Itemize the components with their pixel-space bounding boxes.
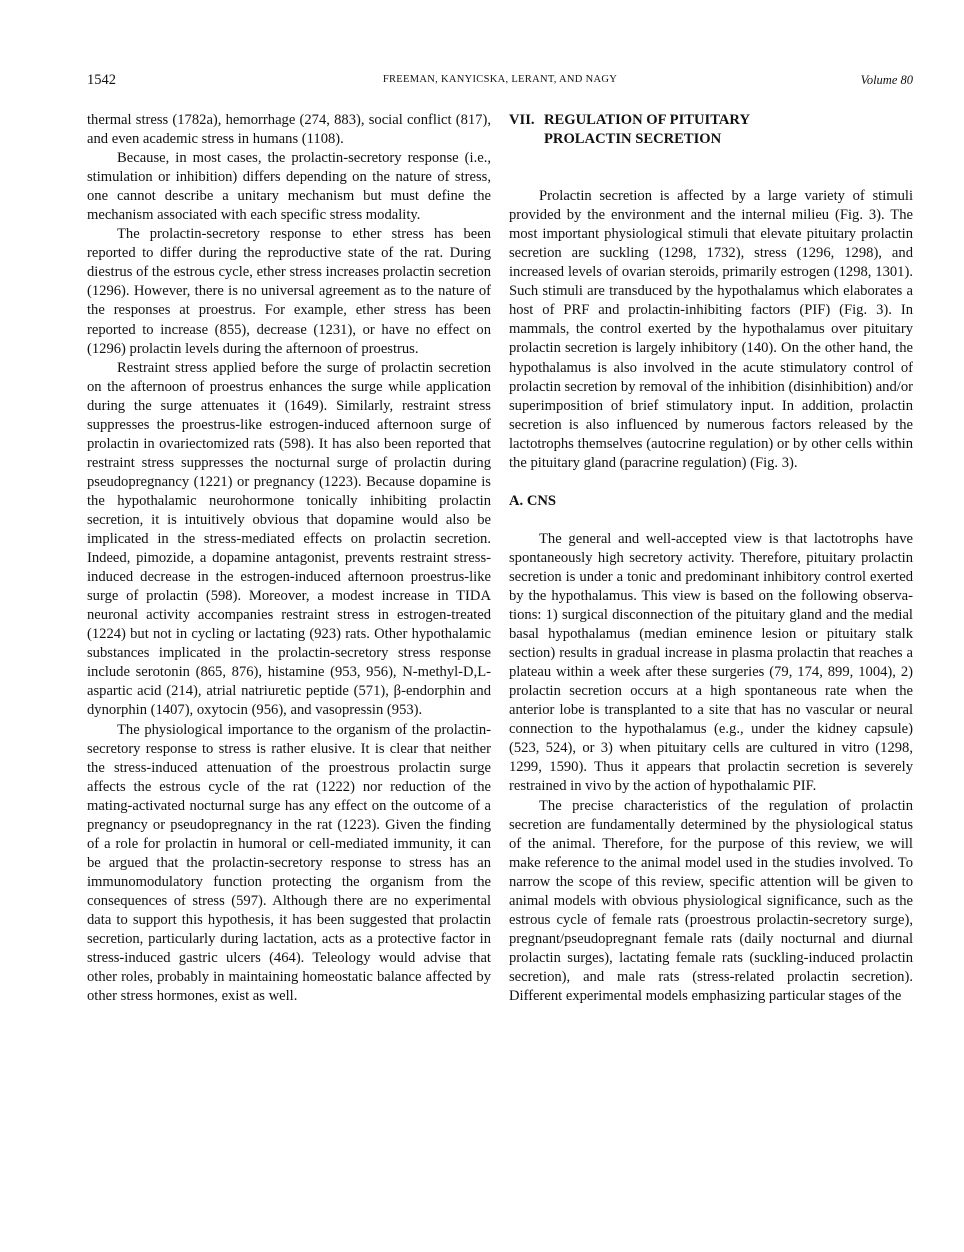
running-head-authors: FREEMAN, KANYICSKA, LERANT, AND NAGY [382, 74, 618, 85]
running-head [87, 72, 913, 92]
spacer [509, 473, 913, 492]
paragraph: The prolactin-secretory response to ether stress has been reported to differ during the reproductive state of the rat. During diestrus of the estrous cycle, ether stress increases prolactin secretion (1296). However, there is no universal agreement as to the nature of the responses at proestrus. For example, ether stress has been reported to increase (855), decrease (1231), or have no effect on (1296) prolactin levels during the afternoon of proestrus. [87, 226, 491, 357]
section-number: VII. [509, 112, 535, 128]
paragraph: thermal stress (1782a), hemorrhage (274, 883), social conflict (817), and even academic stress in humans (1108). [87, 112, 491, 148]
subsection-heading: A. CNS [509, 492, 557, 509]
right-column [509, 111, 913, 1006]
paragraph: The precise characteristics of the regulation of prolactin secretion are fundamentally determined by the physiological status of the animal. Therefore, for the purpose of this review, we will make reference to the animal model used in the studies involved. To narrow the scope of this review, specific attention will be given to animal models with obvious physiological significance, such as the estrous cycle of female rats (proestrous prolactin-secretory surge), pregnant/pseudopregnant female rats (daily nocturnal and diurnal prolactin surges), lactating female rats (suckling-induced prolactin secretion), and male rats (stress-related prolactin secretion). Different experimental models emphasizing particular stages of the [509, 797, 913, 1004]
paragraph: Restraint stress applied before the surge of prolactin secretion on the afternoon of proestrus enhances the surge while application during the surge attenuates it (1649). Similarly, restraint stress suppresses the proestrus-like estrogen-induced afternoon surge of prolactin in ovariectomized rats (598). It has also been reported that restraint stress suppresses the nocturnal surge of prolactin during pseudopregnancy (1221) or pregnancy (1223). Because dopamine is the hypothalamic neurohormone tonically inhibiting prolactin secretion, it is intuitively obvious that dopamine would also be implicated in the stress-mediated effects on prolactin secretion. Indeed, pimozide, a dopamine antagonist, prevents restraint stress-induced decrease in the estrogen-induced afternoon proestrus-like surge of prolactin (598). Moreover, a modest increase in TIDA neuronal activity accompanies restraint stress in estrogen-treated (1224) but not in cycling or lactating (923) rats. Other hypothalamic substances implicated in the prolactin-secretory stress response include serotonin (865, 876), histamine (953, 956), N-methyl-D,L-aspartic acid (214), atrial natriuretic peptide (571), β-endorphin and dynorphin (1407), oxytocin (956), and vasopressin (953). [87, 359, 491, 719]
spacer [509, 511, 913, 530]
page-number: 1542 [87, 72, 116, 88]
left-column [87, 111, 491, 1006]
paragraph: The general and well-accepted view is that lactotrophs have spontaneously high secretory activity. Therefore, pituitary prolactin secretion is under a tonic and predominant inhibitory control exerted by the hypothalamus. This view is based on the following observations: 1) surgical disconnection of the pituitary gland and the medial basal hypothalamus (median eminence lesion or pituitary stalk section) results in gradual increase in plasma prolactin that reaches a plateau within a week after these surgeries (79, 174, 899, 1004), 2) prolactin secretion occurs at a high spontaneous rate when the anterior lobe is transplanted to a site that has no vascular or neural connection to the hypothalamus (e.g., under the kidney capsule) (523, 524), or 3) when pituitary cells are cultured in vitro (1298, 1299, 1590). Thus it appears that prolactin secretion is severely restrained in vivo by the action of hypothalamic PIF. [509, 530, 913, 795]
section-heading [509, 111, 913, 149]
paragraph: Prolactin secretion is affected by a large variety of stimuli provided by the environment and the internal milieu (Fig. 3). The most important physiological stimuli that elevate pituitary prolactin secretion are suckling (1298, 1732), stress (1296, 1298), and increased levels of ovarian steroids, primarily estrogen (1298, 1301). Such stimuli are transduced by the hypothalamus which elaborates a host of PRF and prolactin-inhibiting factors (PIF) (Fig. 3). In mammals, the control exerted by the hypothalamus over pituitary prolactin secretion is largely inhibitory (140). On the other hand, the hypothalamus is also involved in the acute stimulatory control of prolactin secretion by removal of the inhibition (disinhibition) and/or superimposition of brief stimulatory input. In addition, prolactin secretion is also influenced by numerous factors released by the lactotrophs themselves (autocrine regulation) or by other cells within the pituitary gland (paracrine regulation) (Fig. 3). [509, 188, 913, 471]
running-head-volume: Volume 80 [860, 73, 913, 87]
spacer [509, 149, 913, 187]
section-title-line1: REGULATION OF PITUITARY [544, 112, 750, 128]
paragraph: The physiological importance to the organism of the prolactin-secretory response to stress is rather elusive. It is clear that neither the stress-induced attenuation of the proestrous prolactin surge affects the estrous cycle of the rat (1222) nor reduction of the mating-activated nocturnal surge has any effect on the outcome of a pregnancy or pseudopregnancy in the rat (1223). Given the finding of a role for prolactin in humoral or cell-mediated immunity, it can be argued that the prolactin-secretory response to stress has an immunomodulatory function protecting the organism from the consequences of stress (597). Although there are no experimental data to support this hypothesis, it has been suggested that prolactin secretion, particularly during lactation, acts as a protective factor in stress-induced gastric ulcers (464). Teleology would advise that other roles, probably in maintaining homeostatic balance affected by other stress hormones, exist as well. [87, 721, 491, 1005]
section-title-line2: PROLACTIN SECRETION [544, 131, 722, 148]
paragraph: Because, in most cases, the prolactin-secretory response (i.e., stimulation or inhibition) differs depending on the nature of stress, one cannot describe a unitary mechanism but must define the mechanism associated with each specific stress modality. [87, 150, 491, 224]
